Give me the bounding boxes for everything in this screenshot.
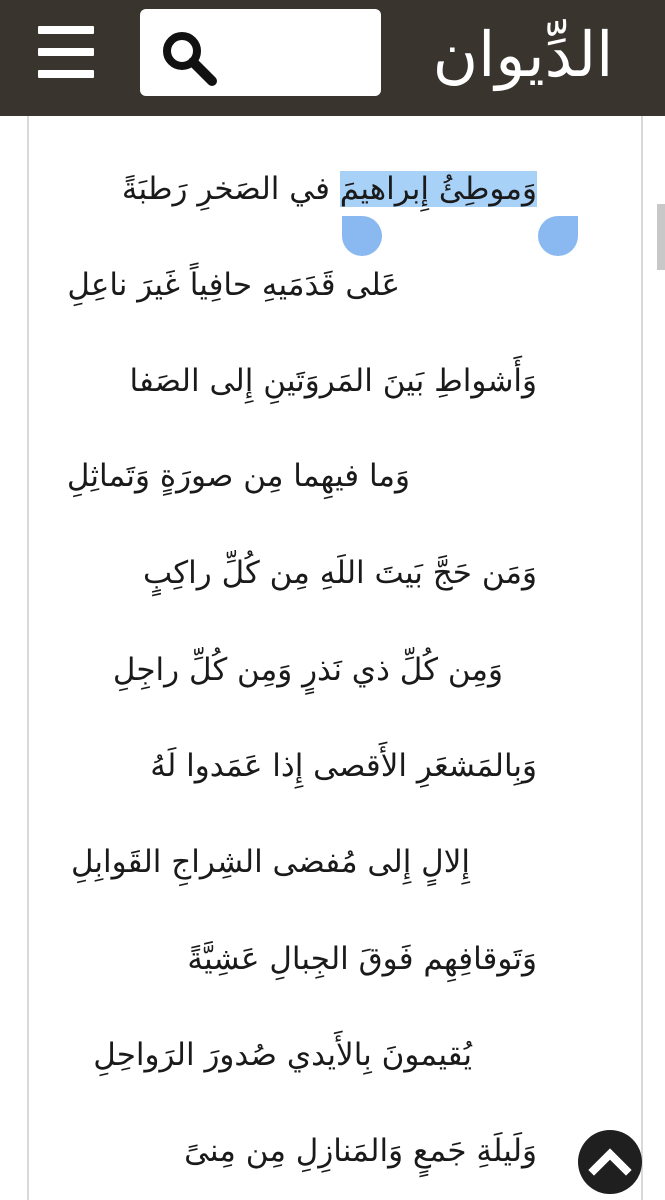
scroll-to-top-button[interactable] xyxy=(578,1130,642,1194)
poem-line xyxy=(122,166,537,212)
poem-line: وَبِالمَشعَرِ الأَقصى إِذا عَمَدوا لَهُ xyxy=(150,748,537,784)
selection-handle-end[interactable] xyxy=(538,216,578,256)
poem-line: وَلَيلَةِ جَمعٍ وَالمَنازِلِ مِن مِنىً xyxy=(184,1133,537,1169)
selection-handle-start[interactable] xyxy=(342,216,382,256)
poem-line: يُقيمونَ بِالأَيدي صُدورَ الرَواحِلِ xyxy=(93,1037,472,1073)
poem-line: إِلالٍ إِلى مُفضى الشِراجِ القَوابِلِ xyxy=(70,844,470,880)
chevron-up-icon xyxy=(578,1130,642,1194)
poem-line: وَتَوقافِهِم فَوقَ الجِبالِ عَشِيَّةً xyxy=(187,941,537,977)
poem-line: وَمَن حَجَّ بَيتَ اللَهِ مِن كُلِّ راكِبٍ xyxy=(142,555,537,591)
selected-text[interactable]: وَموطِئُ إِبراهيمَ xyxy=(339,171,537,207)
site-logo[interactable]: الدِّيوان xyxy=(432,18,614,91)
poem-line: وَمِن كُلِّ ذي نَذرٍ وَمِن كُلِّ راجِلِ xyxy=(112,652,503,688)
poem-line: عَلى قَدَمَيهِ حافِياً غَيرَ ناعِلِ xyxy=(67,267,400,303)
poem-line: وَأَشواطِ بَينَ المَروَتَينِ إِلى الصَفا xyxy=(129,363,537,399)
poem-line-rest: في الصَخرِ رَطبَةً xyxy=(121,171,340,207)
poem-line: وَما فيهِما مِن صورَةٍ وَتَماثِلِ xyxy=(66,458,410,494)
